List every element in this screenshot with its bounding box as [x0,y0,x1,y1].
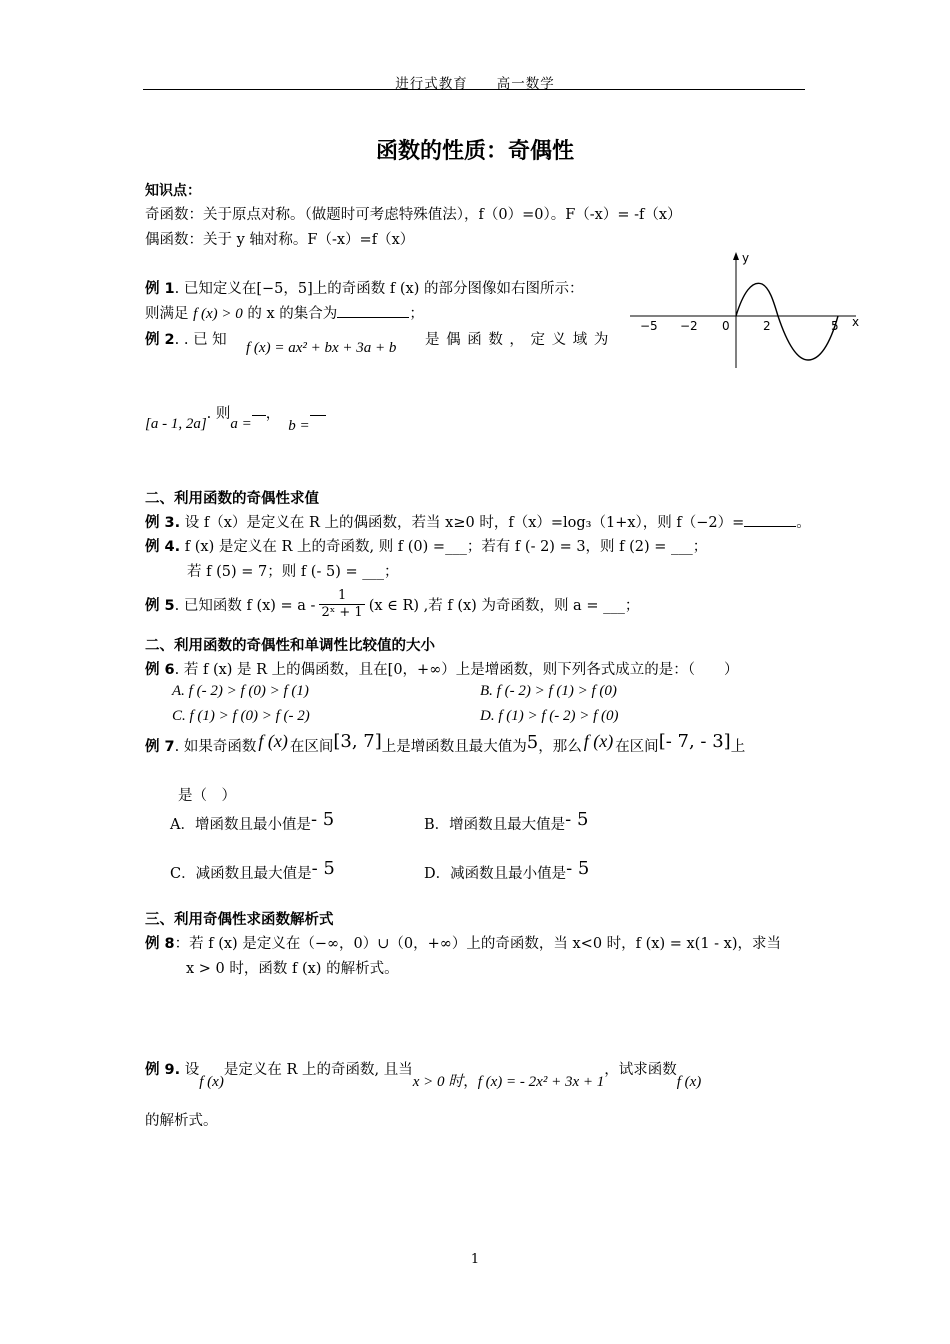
example-6 [145,658,739,679]
section-heading-1: 二、利用函数的奇偶性求值 [145,491,319,507]
option-label: A．增函数且最小值是 [170,817,311,833]
page-header: 进行式教育 高一数学 [395,76,555,92]
example-9-comma: ， [463,1074,478,1090]
y-axis-arrow-icon [733,252,739,260]
example-5-fraction [319,588,364,621]
odd-function-definition: 奇函数：关于原点对称。（做题时可考虑特殊值法），f（0）=0）。F（-x）= -f（x） [145,207,682,223]
example-1-math: f (x) > 0 [193,306,243,322]
example-2-line-1 [145,328,227,349]
example-6-option-d: D. f (1) > f (- 2) > f (0) [480,708,619,724]
example-2-label: 例 2 [145,332,175,348]
example-6-text: . 若 f (x) 是 R 上的偶函数，且在[0，+∞）上是增函数，则下列各式成立的是：（ ） [174,662,739,678]
example-5-pre: . 已知函数 f (x) = a - [174,598,316,614]
section-heading-3: 三、利用奇偶性求函数解析式 [145,912,334,928]
answer-blank [337,305,409,318]
function-curve [736,283,838,360]
example-7-line-2: 是（ ） [178,788,236,804]
option-value: - 5 [311,858,335,879]
example-5 [145,588,639,621]
tick-label: −5 [640,319,658,333]
tick-label: 0 [722,319,730,333]
example-6-option-c: C. f (1) > f (0) > f (- 2) [172,708,310,724]
option-value: - 5 [310,809,335,830]
option-value: - 5 [566,858,590,879]
example-9-fx: f (x) [199,1074,224,1090]
fraction-numerator: 1 [319,588,364,605]
example-1-label: 例 1 [145,281,175,297]
example-9-fx-2: f (x) [676,1074,702,1090]
tick-label: 5 [831,319,839,333]
example-3-end: 。 [796,515,811,531]
example-7-text-6: 上 [730,739,746,755]
example-4-text-1: f (x) 是定义在 R 上的奇函数, 则 f (0) =___；若有 f (- 2) = 3，则 f (2) = ___； [180,539,708,555]
example-8-line-1 [145,932,781,953]
example-2-domain: [a - 1, 2a] [145,416,207,432]
example-1-text-b: 的 x 的集合为 [242,306,338,322]
section-heading-2: 二、利用函数的奇偶性和单调性比较值的大小 [145,638,435,654]
example-7-fx: f (x) [258,731,288,751]
example-1-end: ； [409,306,424,322]
example-6-label: 例 6 [145,662,175,678]
example-7-text-5: 在区间 [615,739,659,755]
example-1-text: . 已知定义在[−5，5]上的奇函数 f (x) 的部分图像如右图所示： [174,281,584,297]
example-9-text-2: 是定义在 R 上的奇函数, 且当 [223,1062,413,1078]
example-2-post: 是 偶 函 数 ， 定 义 域 为 [425,332,610,348]
example-7-line-1 [145,731,746,756]
example-6-option-b: B. f (- 2) > f (1) > f (0) [480,683,617,699]
odd-function-graph [628,248,868,372]
example-3-text: 设 f（x）是定义在 R 上的偶函数，若当 x≥0 时，f（x）=log₃（1+x），则 f（−2）= [180,515,745,531]
example-4-line-2: 若 f (5) = 7；则 f (- 5) = ___； [187,564,399,580]
example-7-option-b [424,809,589,834]
option-label: D．减函数且最小值是 [424,866,567,882]
example-7-interval-2: [- 7, - 3] [658,731,731,752]
page-title: 函数的性质：奇偶性 [375,139,574,164]
answer-blank [252,403,266,416]
example-7-option-d [424,858,590,883]
answer-blank [744,514,796,527]
page-number: 1 [470,1252,480,1267]
example-2-a: a = [230,416,252,432]
tick-label: 2 [763,319,771,333]
example-9-line-1 [145,1058,702,1090]
example-5-label: 例 5 [145,598,175,614]
example-9-label: 例 9. [145,1062,181,1078]
example-9-text-1: 设 [180,1062,200,1078]
example-4-line-1 [145,535,707,556]
tick-label: −2 [680,319,698,333]
example-7-text-2: 在区间 [289,739,334,755]
example-1-line-2 [145,302,424,323]
option-value: - 5 [565,809,589,830]
example-7-max-value: 5 [526,732,539,753]
example-7-text-3: 上是增函数且最大值为 [381,739,527,755]
example-3-label: 例 3. [145,515,181,531]
example-1-text-a: 则满足 [145,306,194,322]
x-axis-label: x [852,315,860,329]
example-8-text-1: ：若 f (x) 是定义在（−∞，0）∪（0，+∞）上的奇函数，当 x<0 时，f (x) = x(1 - x)，求当 [174,936,781,952]
example-2-line-2: [a - 1, 2a]. 则a =，b = [145,402,326,423]
even-function-definition: 偶函数：关于 y 轴对称。F（-x）=f（x） [145,232,415,248]
example-9-condition: x > 0 时 [412,1074,464,1090]
example-1-line-1 [145,277,583,298]
option-label: C．减函数且最大值是 [170,866,312,882]
example-3 [145,511,811,532]
example-7-text-1: . 如果奇函数 [174,739,257,755]
example-4-label: 例 4. [145,539,181,555]
example-7-label: 例 7 [145,739,175,755]
example-6-option-a: A. f (- 2) > f (0) > f (1) [172,683,309,699]
example-2-function: f (x) = ax² + bx + 3a + b [246,340,397,356]
knowledge-heading: 知识点： [145,183,201,199]
example-2-b: b = [288,418,310,434]
option-label: B．增函数且最大值是 [424,817,566,833]
example-7-option-a [170,809,335,834]
example-9-formula: f (x) = - 2x² + 3x + 1 [477,1074,605,1090]
y-axis-label: y [742,251,750,265]
example-7-option-c [170,858,335,883]
example-2-pre: . . 已 知 [174,332,227,348]
example-8-label: 例 8 [145,936,175,952]
example-8-line-2: x > 0 时，函数 f (x) 的解析式。 [186,961,399,977]
example-2-then: . 则 [206,406,231,422]
example-9-text-4: ，试求函数 [604,1062,677,1078]
example-9-line-2: 的解析式。 [145,1113,218,1129]
fraction-denominator: 2ˣ + 1 [321,605,363,620]
example-7-text-4: ，那么 [538,739,582,755]
example-7-interval-1: [3, 7] [333,731,382,752]
example-5-post: (x ∈ R) ,若 f (x) 为奇函数，则 a = ___； [368,598,640,614]
example-7-fx-2: f (x) [583,731,614,751]
answer-blank [310,403,326,416]
header-rule [143,89,805,90]
